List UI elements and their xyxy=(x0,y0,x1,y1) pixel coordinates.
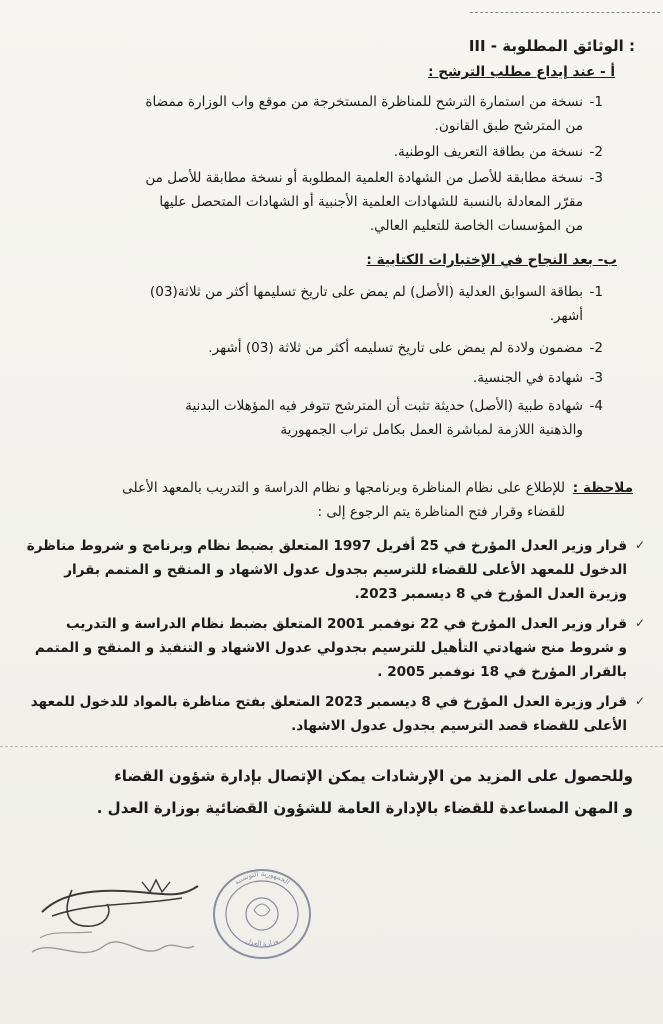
signature xyxy=(12,872,212,976)
part-a-item-2-line-1: نسخة من بطاقة التعريف الوطنية. xyxy=(393,144,583,160)
part-b-item-1-line-1: بطاقة السوابق العدلية (الأصل) لم يمض على تاريخ تسليمها أكثر من ثلاثة(03) xyxy=(149,284,583,300)
stamp-text-bottom: وزارة العدل xyxy=(244,936,280,949)
part-b-item-4-num: -4 xyxy=(589,398,603,414)
reference-2-line-2: و شروط منح شهادتي التأهيل للترسيم بجدولي عدول الاشهاد و التنفيذ و المنقح و المتمم xyxy=(34,640,627,656)
reference-3-line-2: الأعلى للقضاء قصد الترسيم بجدول عدول الاشهاد. xyxy=(291,718,627,734)
part-b-heading: ب- بعد النجاح في الإختبارات الكتابية : xyxy=(366,252,617,268)
part-a-item-1-line-1: نسخة من استمارة الترشح للمناظرة المستخرجة من موقع واب الوزارة ممضاة xyxy=(145,94,583,110)
part-a-item-3-num: -3 xyxy=(589,170,603,186)
part-a-item-1-num: -1 xyxy=(589,94,603,110)
note-intro-line-1: للإطلاع على نظام المناظرة وبرنامجها و نظام الدراسة و التدريب بالمعهد الأعلى xyxy=(122,480,565,496)
stamp-seal xyxy=(210,866,314,962)
reference-3-line-1: قرار وزيرة العدل المؤرخ في 8 ديسمبر 2023 المتعلق بفتح مناظرة بالمواد للدخول للمعهد xyxy=(30,694,627,710)
part-b-item-1-num: -1 xyxy=(589,284,603,300)
note-intro-line-2: للقضاء وقرار فتح المناظرة يتم الرجوع إلى : xyxy=(317,504,565,520)
top-rule xyxy=(470,12,660,14)
part-a-item-3-line-2: مقرّر المعادلة بالنسبة للشهادات العلمية الأجنبية أو الشهادات المتحصل عليها xyxy=(159,194,583,210)
check-icon: ✓ xyxy=(634,616,645,630)
check-icon: ✓ xyxy=(634,694,645,708)
contact-line-1: وللحصول على المزيد من الإرشادات يمكن الإتصال بإدارة شؤون القضاء xyxy=(114,767,633,785)
part-b-item-1-line-2: أشهر. xyxy=(549,308,583,324)
part-a-item-1-line-2: من المترشح طبق القانون. xyxy=(434,118,583,134)
contact-line-2: و المهن المساعدة للقضاء بالإدارة العامة للشؤون القضائية بوزارة العدل . xyxy=(96,799,633,817)
reference-2-line-3: بالقرار المؤرخ في 18 نوفمبر 2005 . xyxy=(377,664,627,680)
reference-1-line-1: قرار وزير العدل المؤرخ في 25 أفريل 1997 المتعلق بضبط نظام وبرنامج و شروط مناظرة xyxy=(26,538,627,554)
part-a-item-2-num: -2 xyxy=(589,144,603,160)
part-a-item-3-line-3: من المؤسسات الخاصة للتعليم العالي. xyxy=(369,218,583,234)
part-b-item-4-line-1: شهادة طبية (الأصل) حديثة تثبت أن المترشح تتوفر فيه المؤهلات البدنية xyxy=(185,398,583,414)
reference-1-line-2: الدخول للمعهد الأعلى للقضاء للترسيم بجدول عدول الاشهاد و المنقح و المتمم بقرار xyxy=(64,562,627,578)
svg-text:الجمهورية التونسية xyxy=(233,870,291,887)
stamp-text-top: الجمهورية التونسية xyxy=(233,869,292,887)
check-icon: ✓ xyxy=(634,538,645,552)
reference-2-line-1: قرار وزير العدل المؤرخ في 22 نوفمبر 2001 المتعلق بضبط نظام الدراسة و التدريب xyxy=(66,616,627,632)
part-a-heading: أ - عند إيداع مطلب الترشح : xyxy=(428,64,615,80)
section-title: III - الوثائق المطلوبة : xyxy=(468,37,635,55)
part-a-item-3-line-1: نسخة مطابقة للأصل من الشهادة العلمية المطلوبة أو نسخة مطابقة للأصل من xyxy=(145,170,583,186)
part-b-item-2-line-1: مضمون ولادة لم يمض على تاريخ تسليمه أكثر من ثلاثة (03) أشهر. xyxy=(208,340,583,356)
reference-1-line-3: وزيرة العدل المؤرخ في 8 ديسمبر 2023. xyxy=(354,586,627,602)
part-b-item-3-num: -3 xyxy=(589,370,603,386)
svg-text:وزارة العدل xyxy=(245,937,280,948)
part-b-item-2-num: -2 xyxy=(589,340,603,356)
divider xyxy=(0,746,663,747)
part-b-item-4-line-2: والذهنية اللازمة لمباشرة العمل بكامل تراب الجمهورية xyxy=(280,422,583,438)
part-b-item-3-line-1: شهادة في الجنسية. xyxy=(472,370,583,386)
note-label: ملاحظة : xyxy=(572,480,633,496)
